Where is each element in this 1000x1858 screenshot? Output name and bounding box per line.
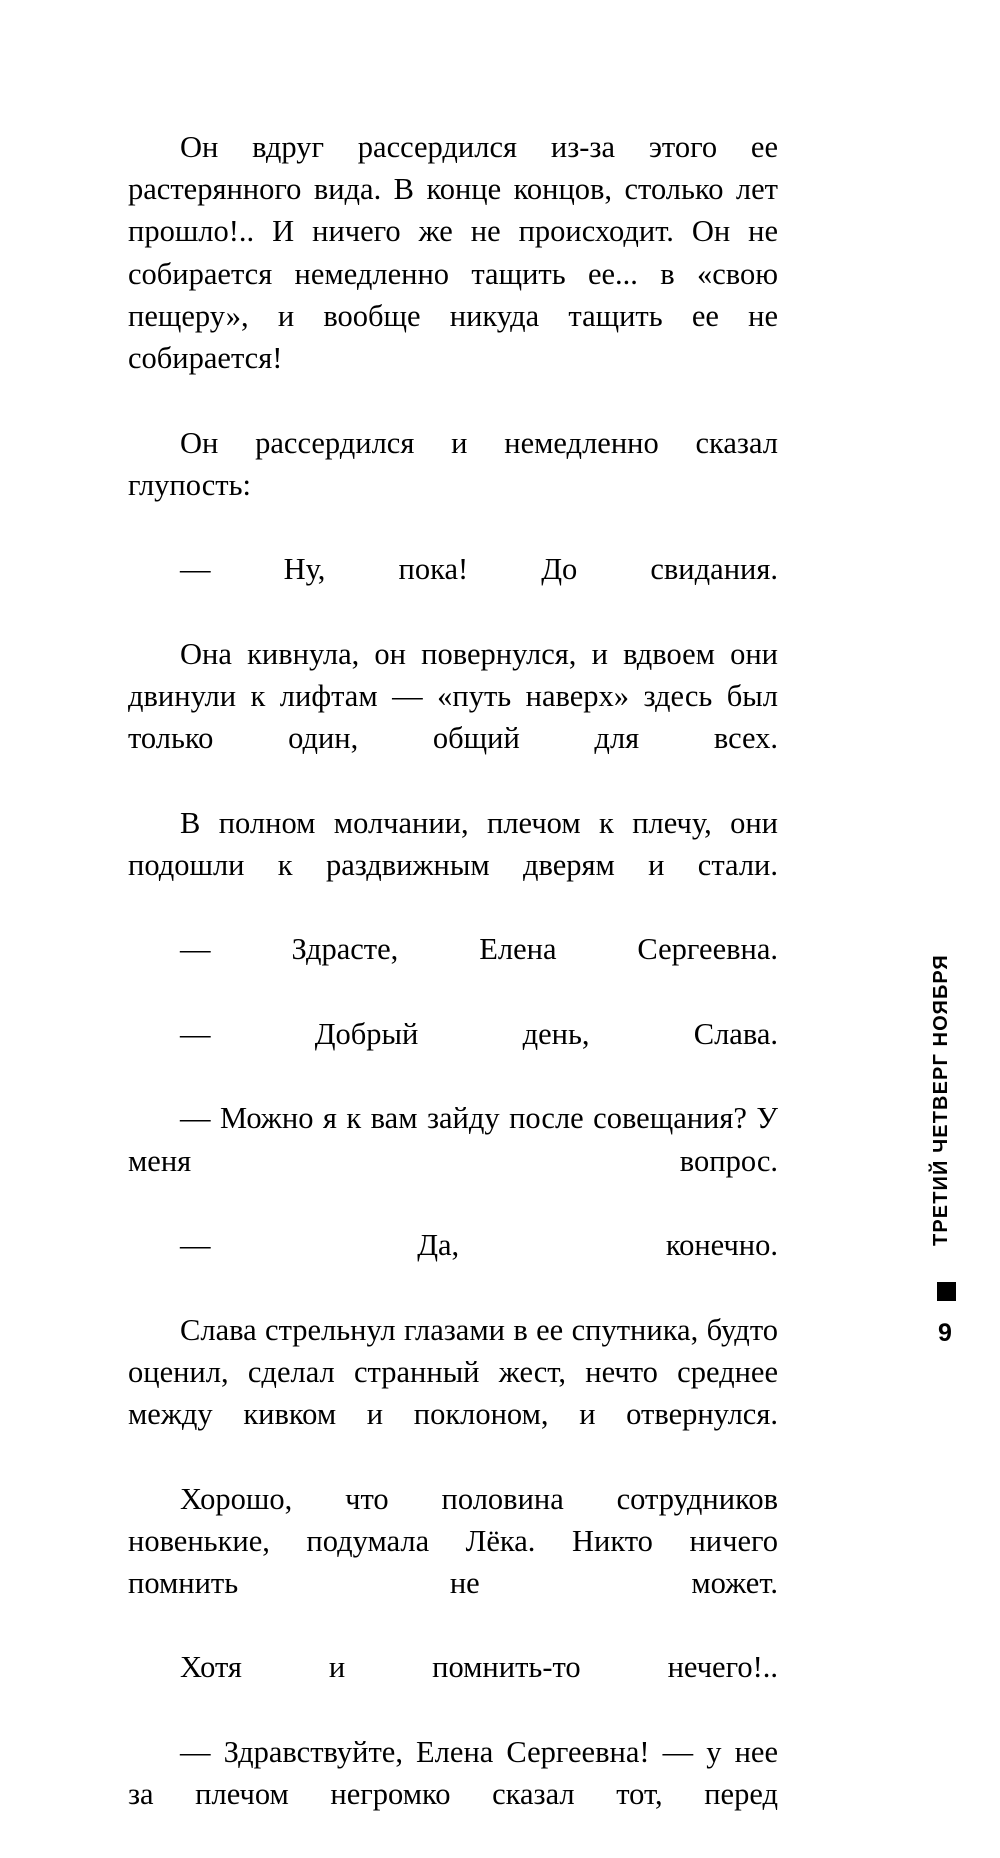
square-marker-icon bbox=[937, 1282, 956, 1301]
paragraph: — Здравствуйте, Елена Сергеевна! — у нее за плечом негромко сказал тот, перед bbox=[128, 1734, 778, 1812]
paragraph: Хотя и помнить-то нечего!.. bbox=[180, 1650, 778, 1685]
paragraph: — Ну, пока! До свидания. bbox=[180, 552, 778, 587]
paragraph: В полном молчании, плечом к плечу, они подошли к раздвижным дверям и стали. bbox=[128, 805, 778, 882]
paragraph: Она кивнула, он повернулся, и вдвоем они двинули к лифтам — «путь наверх» здесь был только один, общий для всех. bbox=[128, 636, 778, 756]
paragraph: — Да, конечно. bbox=[180, 1228, 778, 1263]
paragraph: Он вдруг рассердился из-за этого ее растерянного вида. В конце концов, столько лет прошло!.. И ничего же не происходит. Он не собирается немедленно тащить ее... в «свою пещеру», и вообще никуда тащить ее не собирается! bbox=[128, 130, 778, 376]
page-number: 9 bbox=[938, 1319, 952, 1347]
paragraph: Хорошо, что половина сотрудников новенькие, подумала Лёка. Никто ничего помнить не может. bbox=[128, 1481, 778, 1600]
paragraph: Слава стрельнул глазами в ее спутника, будто оценил, сделал странный жест, нечто среднее между кивком и поклоном, и отвернулся. bbox=[128, 1312, 778, 1432]
paragraph: — Здрасте, Елена Сергеевна. bbox=[180, 932, 778, 967]
paragraph: Он рассердился и немедленно сказал глупость: bbox=[128, 425, 778, 502]
paragraph: — Можно я к вам зайду после совещания? У меня вопрос. bbox=[128, 1101, 778, 1178]
running-head: ТРЕТИЙ ЧЕТВЕРГ НОЯБРЯ bbox=[930, 954, 952, 1246]
paragraph: — Добрый день, Слава. bbox=[180, 1016, 778, 1051]
body-text-column bbox=[128, 126, 778, 1858]
